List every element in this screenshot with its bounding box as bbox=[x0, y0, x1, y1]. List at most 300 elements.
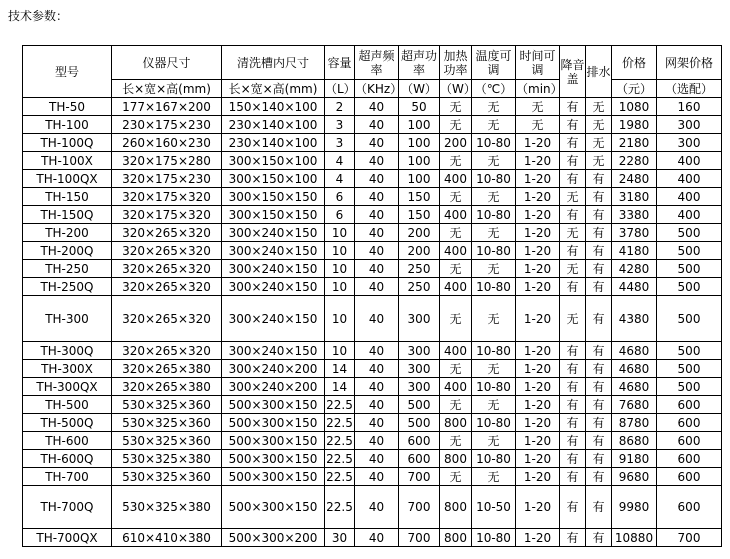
cell-heating: 无 bbox=[440, 224, 472, 242]
cell-tank: 230×140×100 bbox=[222, 134, 325, 152]
cell-model: TH-300X bbox=[23, 360, 112, 378]
cell-price: 4680 bbox=[612, 360, 657, 378]
cell-capacity: 6 bbox=[325, 206, 355, 224]
cell-capacity: 10 bbox=[325, 278, 355, 296]
cell-drain: 无 bbox=[586, 134, 612, 152]
cell-price: 2480 bbox=[612, 170, 657, 188]
cell-dims: 320×265×320 bbox=[112, 296, 222, 342]
cell-tank: 500×300×200 bbox=[222, 529, 325, 547]
table-row bbox=[23, 360, 722, 378]
cell-temperature: 10-80 bbox=[472, 242, 516, 260]
cell-price: 4380 bbox=[612, 296, 657, 342]
cell-tank: 300×240×150 bbox=[222, 242, 325, 260]
cell-power: 150 bbox=[399, 188, 440, 206]
subheader-dims: 长×宽×高(mm) bbox=[112, 80, 222, 98]
cell-rack-price: 600 bbox=[657, 414, 722, 432]
cell-power: 200 bbox=[399, 242, 440, 260]
cell-dims: 320×175×320 bbox=[112, 188, 222, 206]
cell-rack-price: 400 bbox=[657, 170, 722, 188]
cell-time: 1-20 bbox=[516, 134, 560, 152]
cell-price: 1980 bbox=[612, 116, 657, 134]
cell-time: 无 bbox=[516, 98, 560, 116]
cell-rack-price: 500 bbox=[657, 242, 722, 260]
cell-price: 9980 bbox=[612, 486, 657, 529]
cell-frequency: 40 bbox=[355, 152, 399, 170]
cell-temperature: 无 bbox=[472, 188, 516, 206]
header-temperature: 温度可调 bbox=[472, 46, 516, 80]
cell-frequency: 40 bbox=[355, 396, 399, 414]
cell-tank: 500×300×150 bbox=[222, 468, 325, 486]
cell-frequency: 40 bbox=[355, 414, 399, 432]
cell-frequency: 40 bbox=[355, 224, 399, 242]
cell-heating: 无 bbox=[440, 152, 472, 170]
cell-heating: 无 bbox=[440, 468, 472, 486]
cell-heating: 无 bbox=[440, 116, 472, 134]
cell-capacity: 22.5 bbox=[326, 397, 353, 412]
cell-dims: 320×265×380 bbox=[112, 378, 222, 396]
cell-drain: 有 bbox=[586, 432, 612, 450]
cell-drain: 有 bbox=[586, 170, 612, 188]
cell-model: TH-200 bbox=[23, 224, 112, 242]
cell-capacity: 30 bbox=[325, 529, 355, 547]
header-capacity: 容量 bbox=[325, 46, 355, 80]
cell-rack-price: 500 bbox=[657, 296, 722, 342]
page-title: 技术参数： bbox=[8, 9, 69, 23]
cell-capacity: 3 bbox=[325, 116, 355, 134]
cell-model: TH-250Q bbox=[23, 278, 112, 296]
cell-temperature: 无 bbox=[472, 260, 516, 278]
cell-drain: 有 bbox=[586, 296, 612, 342]
cell-rack-price: 300 bbox=[657, 134, 722, 152]
cell-capacity: 10 bbox=[325, 242, 355, 260]
cell-tank: 500×300×150 bbox=[222, 450, 325, 468]
cell-model: TH-100Q bbox=[23, 134, 112, 152]
cell-power: 300 bbox=[399, 296, 440, 342]
cell-tank: 300×150×150 bbox=[222, 206, 325, 224]
cell-time: 1-20 bbox=[516, 378, 560, 396]
cell-frequency: 40 bbox=[355, 260, 399, 278]
table-row bbox=[23, 260, 722, 278]
cell-power: 700 bbox=[399, 529, 440, 547]
cell-rack-price: 500 bbox=[657, 360, 722, 378]
cell-lid: 有 bbox=[560, 242, 586, 260]
cell-time: 1-20 bbox=[516, 278, 560, 296]
cell-time: 1-20 bbox=[516, 468, 560, 486]
cell-drain: 有 bbox=[586, 378, 612, 396]
cell-time: 1-20 bbox=[516, 529, 560, 547]
cell-time: 1-20 bbox=[516, 360, 560, 378]
cell-heating: 400 bbox=[440, 342, 472, 360]
subheader-power: （W） bbox=[399, 80, 440, 98]
header-dims: 仪器尺寸 bbox=[112, 46, 222, 80]
cell-frequency: 40 bbox=[355, 360, 399, 378]
cell-rack-price: 160 bbox=[657, 98, 722, 116]
cell-heating: 800 bbox=[440, 450, 472, 468]
cell-temperature: 无 bbox=[472, 360, 516, 378]
cell-frequency: 40 bbox=[355, 170, 399, 188]
cell-dims: 610×410×380 bbox=[112, 529, 222, 547]
subheader-row bbox=[23, 80, 722, 98]
cell-lid: 有 bbox=[560, 98, 586, 116]
cell-drain: 有 bbox=[586, 486, 612, 529]
cell-temperature: 10-80 bbox=[472, 134, 516, 152]
cell-temperature: 10-50 bbox=[472, 486, 516, 529]
cell-frequency: 40 bbox=[355, 98, 399, 116]
cell-lid: 有 bbox=[560, 529, 586, 547]
cell-price: 2180 bbox=[612, 134, 657, 152]
cell-lid: 有 bbox=[560, 342, 586, 360]
header-drain: 排水 bbox=[586, 46, 612, 98]
cell-price: 3780 bbox=[612, 224, 657, 242]
cell-power: 300 bbox=[399, 360, 440, 378]
cell-rack-price: 500 bbox=[657, 260, 722, 278]
cell-price: 4180 bbox=[612, 242, 657, 260]
cell-frequency: 40 bbox=[355, 242, 399, 260]
cell-drain: 有 bbox=[586, 414, 612, 432]
cell-time: 1-20 bbox=[516, 242, 560, 260]
header-price: 价格 bbox=[612, 46, 657, 80]
cell-frequency: 40 bbox=[355, 278, 399, 296]
cell-power: 250 bbox=[399, 278, 440, 296]
cell-price: 4680 bbox=[612, 342, 657, 360]
cell-rack-price: 600 bbox=[657, 468, 722, 486]
header-rack-price: 网架价格 bbox=[657, 46, 722, 80]
cell-model: TH-100QX bbox=[23, 170, 112, 188]
subheader-capacity: （L） bbox=[325, 81, 356, 96]
cell-dims: 530×325×360 bbox=[112, 414, 222, 432]
subheader-rack-price: （选配） bbox=[657, 80, 722, 98]
cell-tank: 150×140×100 bbox=[222, 98, 325, 116]
cell-tank: 300×240×150 bbox=[222, 296, 325, 342]
cell-lid: 有 bbox=[560, 360, 586, 378]
cell-heating: 400 bbox=[440, 378, 472, 396]
cell-time: 1-20 bbox=[516, 396, 560, 414]
cell-capacity: 3 bbox=[325, 134, 355, 152]
cell-model: TH-700QX bbox=[23, 529, 112, 547]
cell-price: 9180 bbox=[612, 450, 657, 468]
cell-rack-price: 400 bbox=[657, 188, 722, 206]
cell-heating: 400 bbox=[440, 170, 472, 188]
table-row bbox=[23, 242, 722, 260]
table-row bbox=[23, 486, 722, 529]
cell-price: 2280 bbox=[612, 152, 657, 170]
cell-model: TH-100X bbox=[23, 152, 112, 170]
cell-heating: 无 bbox=[440, 296, 472, 342]
cell-lid: 有 bbox=[560, 432, 586, 450]
cell-heating: 无 bbox=[440, 188, 472, 206]
cell-dims: 530×325×380 bbox=[112, 486, 222, 529]
cell-dims: 230×175×230 bbox=[112, 116, 222, 134]
cell-dims: 320×265×320 bbox=[112, 278, 222, 296]
cell-heating: 无 bbox=[440, 396, 472, 414]
cell-capacity: 22.5 bbox=[326, 469, 353, 484]
cell-tank: 500×300×150 bbox=[222, 414, 325, 432]
cell-temperature: 10-80 bbox=[472, 278, 516, 296]
subheader-frequency: （KHz） bbox=[355, 81, 403, 96]
cell-rack-price: 600 bbox=[657, 432, 722, 450]
cell-capacity: 2 bbox=[325, 98, 355, 116]
cell-rack-price: 600 bbox=[657, 396, 722, 414]
cell-capacity: 4 bbox=[325, 152, 355, 170]
cell-drain: 有 bbox=[586, 342, 612, 360]
cell-tank: 300×150×150 bbox=[222, 188, 325, 206]
cell-dims: 530×325×360 bbox=[112, 396, 222, 414]
cell-price: 8780 bbox=[612, 414, 657, 432]
cell-rack-price: 300 bbox=[657, 116, 722, 134]
cell-dims: 320×265×320 bbox=[112, 242, 222, 260]
cell-capacity: 6 bbox=[325, 188, 355, 206]
table-row bbox=[23, 278, 722, 296]
cell-dims: 320×265×380 bbox=[112, 360, 222, 378]
cell-tank: 500×300×150 bbox=[222, 486, 325, 529]
cell-rack-price: 500 bbox=[657, 278, 722, 296]
cell-power: 150 bbox=[399, 206, 440, 224]
cell-drain: 有 bbox=[586, 278, 612, 296]
cell-capacity: 10 bbox=[325, 224, 355, 242]
cell-time: 1-20 bbox=[516, 170, 560, 188]
cell-dims: 320×265×320 bbox=[112, 260, 222, 278]
cell-dims: 530×325×360 bbox=[112, 432, 222, 450]
cell-frequency: 40 bbox=[355, 529, 399, 547]
cell-lid: 有 bbox=[560, 116, 586, 134]
cell-dims: 530×325×380 bbox=[112, 450, 222, 468]
cell-price: 4680 bbox=[612, 378, 657, 396]
table-row bbox=[23, 206, 722, 224]
cell-drain: 有 bbox=[586, 360, 612, 378]
subheader-temperature: （℃） bbox=[472, 80, 516, 98]
cell-frequency: 40 bbox=[355, 116, 399, 134]
cell-frequency: 40 bbox=[355, 468, 399, 486]
cell-heating: 无 bbox=[440, 260, 472, 278]
cell-temperature: 无 bbox=[472, 116, 516, 134]
cell-temperature: 无 bbox=[472, 296, 516, 342]
table-row bbox=[23, 342, 722, 360]
cell-dims: 177×167×200 bbox=[112, 98, 222, 116]
cell-price: 4480 bbox=[612, 278, 657, 296]
cell-lid: 有 bbox=[560, 206, 586, 224]
cell-lid: 无 bbox=[560, 224, 586, 242]
cell-drain: 无 bbox=[586, 116, 612, 134]
cell-tank: 300×240×200 bbox=[222, 360, 325, 378]
cell-temperature: 无 bbox=[472, 224, 516, 242]
cell-tank: 300×150×100 bbox=[222, 170, 325, 188]
cell-power: 300 bbox=[399, 342, 440, 360]
cell-time: 1-20 bbox=[516, 152, 560, 170]
cell-heating: 无 bbox=[440, 360, 472, 378]
cell-power: 500 bbox=[399, 396, 440, 414]
cell-rack-price: 500 bbox=[657, 378, 722, 396]
cell-lid: 有 bbox=[560, 152, 586, 170]
cell-drain: 有 bbox=[586, 206, 612, 224]
cell-model: TH-700Q bbox=[23, 486, 112, 529]
spec-table-body bbox=[23, 98, 722, 547]
cell-time: 1-20 bbox=[516, 450, 560, 468]
cell-model: TH-300QX bbox=[23, 378, 112, 396]
cell-capacity: 10 bbox=[325, 260, 355, 278]
cell-rack-price: 400 bbox=[657, 152, 722, 170]
cell-lid: 有 bbox=[560, 170, 586, 188]
cell-power: 100 bbox=[399, 116, 440, 134]
cell-model: TH-700 bbox=[23, 468, 112, 486]
cell-model: TH-300Q bbox=[23, 342, 112, 360]
cell-heating: 400 bbox=[440, 206, 472, 224]
cell-price: 3380 bbox=[612, 206, 657, 224]
table-row bbox=[23, 432, 722, 450]
cell-time: 1-20 bbox=[516, 188, 560, 206]
cell-model: TH-500Q bbox=[23, 414, 112, 432]
table-row bbox=[23, 134, 722, 152]
cell-heating: 400 bbox=[440, 242, 472, 260]
cell-drain: 有 bbox=[586, 260, 612, 278]
cell-rack-price: 500 bbox=[657, 224, 722, 242]
cell-drain: 有 bbox=[586, 188, 612, 206]
cell-time: 1-20 bbox=[516, 432, 560, 450]
cell-drain: 无 bbox=[586, 152, 612, 170]
cell-lid: 有 bbox=[560, 486, 586, 529]
cell-price: 3180 bbox=[612, 188, 657, 206]
cell-dims: 320×175×280 bbox=[112, 152, 222, 170]
cell-model: TH-150Q bbox=[23, 206, 112, 224]
header-heating: 加热功率 bbox=[440, 46, 472, 80]
cell-tank: 300×240×150 bbox=[222, 260, 325, 278]
cell-heating: 800 bbox=[440, 529, 472, 547]
cell-heating: 800 bbox=[440, 486, 472, 529]
cell-lid: 有 bbox=[560, 134, 586, 152]
cell-power: 300 bbox=[399, 378, 440, 396]
header-model: 型号 bbox=[23, 46, 112, 98]
cell-power: 100 bbox=[399, 134, 440, 152]
cell-price: 1080 bbox=[612, 98, 657, 116]
subheader-price: （元） bbox=[612, 80, 657, 98]
cell-drain: 有 bbox=[586, 242, 612, 260]
cell-dims: 320×265×320 bbox=[112, 342, 222, 360]
cell-model: TH-100 bbox=[23, 116, 112, 134]
table-row bbox=[23, 378, 722, 396]
header-time: 时间可调 bbox=[516, 46, 560, 80]
cell-tank: 230×140×100 bbox=[222, 116, 325, 134]
cell-time: 1-20 bbox=[516, 206, 560, 224]
cell-drain: 有 bbox=[586, 468, 612, 486]
cell-heating: 400 bbox=[440, 278, 472, 296]
table-row bbox=[23, 296, 722, 342]
cell-lid: 有 bbox=[560, 450, 586, 468]
table-row bbox=[23, 116, 722, 134]
cell-heating: 无 bbox=[440, 432, 472, 450]
cell-lid: 无 bbox=[560, 188, 586, 206]
table-row bbox=[23, 450, 722, 468]
cell-temperature: 无 bbox=[472, 432, 516, 450]
header-frequency: 超声频率 bbox=[355, 46, 399, 80]
cell-model: TH-600Q bbox=[23, 450, 112, 468]
spec-table bbox=[22, 45, 722, 547]
cell-lid: 有 bbox=[560, 278, 586, 296]
cell-frequency: 40 bbox=[355, 206, 399, 224]
cell-temperature: 无 bbox=[472, 98, 516, 116]
cell-power: 100 bbox=[399, 170, 440, 188]
cell-power: 700 bbox=[399, 468, 440, 486]
cell-frequency: 40 bbox=[355, 432, 399, 450]
cell-power: 600 bbox=[399, 450, 440, 468]
cell-time: 1-20 bbox=[516, 224, 560, 242]
cell-temperature: 10-80 bbox=[472, 529, 516, 547]
cell-capacity: 10 bbox=[325, 342, 355, 360]
header-row bbox=[23, 46, 722, 80]
table-row bbox=[23, 414, 722, 432]
cell-model: TH-250 bbox=[23, 260, 112, 278]
cell-dims: 320×265×320 bbox=[112, 224, 222, 242]
cell-dims: 530×325×360 bbox=[112, 468, 222, 486]
cell-model: TH-300 bbox=[23, 296, 112, 342]
cell-power: 200 bbox=[399, 224, 440, 242]
cell-capacity: 22.5 bbox=[326, 451, 353, 466]
cell-rack-price: 700 bbox=[657, 529, 722, 547]
cell-time: 1-20 bbox=[516, 260, 560, 278]
header-tank: 清洗槽内尺寸 bbox=[222, 46, 325, 80]
cell-frequency: 40 bbox=[355, 296, 399, 342]
table-row bbox=[23, 468, 722, 486]
cell-time: 1-20 bbox=[516, 296, 560, 342]
cell-capacity: 22.5 bbox=[326, 415, 353, 430]
cell-drain: 无 bbox=[586, 98, 612, 116]
cell-capacity: 14 bbox=[325, 378, 355, 396]
cell-frequency: 40 bbox=[355, 450, 399, 468]
cell-time: 1-20 bbox=[516, 486, 560, 529]
cell-frequency: 40 bbox=[355, 378, 399, 396]
cell-temperature: 10-80 bbox=[472, 414, 516, 432]
cell-heating: 200 bbox=[440, 134, 472, 152]
cell-temperature: 无 bbox=[472, 468, 516, 486]
cell-power: 250 bbox=[399, 260, 440, 278]
cell-dims: 320×175×230 bbox=[112, 170, 222, 188]
cell-dims: 260×160×230 bbox=[112, 134, 222, 152]
cell-tank: 300×240×150 bbox=[222, 278, 325, 296]
table-row bbox=[23, 396, 722, 414]
cell-lid: 无 bbox=[560, 296, 586, 342]
cell-model: TH-500 bbox=[23, 396, 112, 414]
cell-frequency: 40 bbox=[355, 486, 399, 529]
cell-temperature: 10-80 bbox=[472, 170, 516, 188]
cell-drain: 有 bbox=[586, 450, 612, 468]
cell-power: 100 bbox=[399, 152, 440, 170]
cell-dims: 320×175×320 bbox=[112, 206, 222, 224]
cell-tank: 300×240×150 bbox=[222, 342, 325, 360]
cell-temperature: 无 bbox=[472, 396, 516, 414]
cell-model: TH-150 bbox=[23, 188, 112, 206]
cell-capacity: 14 bbox=[325, 360, 355, 378]
cell-rack-price: 600 bbox=[657, 450, 722, 468]
cell-rack-price: 600 bbox=[657, 486, 722, 529]
cell-time: 1-20 bbox=[516, 342, 560, 360]
table-row bbox=[23, 188, 722, 206]
cell-heating: 无 bbox=[440, 98, 472, 116]
cell-price: 10880 bbox=[612, 529, 657, 547]
cell-model: TH-600 bbox=[23, 432, 112, 450]
cell-capacity: 22.5 bbox=[325, 486, 355, 529]
cell-temperature: 10-80 bbox=[472, 206, 516, 224]
cell-capacity: 22.5 bbox=[326, 433, 353, 448]
cell-lid: 有 bbox=[560, 396, 586, 414]
cell-tank: 500×300×150 bbox=[222, 432, 325, 450]
table-row bbox=[23, 152, 722, 170]
cell-drain: 有 bbox=[586, 224, 612, 242]
cell-model: TH-50 bbox=[23, 98, 112, 116]
header-power: 超声功率 bbox=[399, 46, 440, 80]
cell-price: 4280 bbox=[612, 260, 657, 278]
subheader-time: （min） bbox=[516, 81, 563, 96]
cell-lid: 有 bbox=[560, 468, 586, 486]
cell-heating: 800 bbox=[440, 414, 472, 432]
cell-time: 1-20 bbox=[516, 414, 560, 432]
